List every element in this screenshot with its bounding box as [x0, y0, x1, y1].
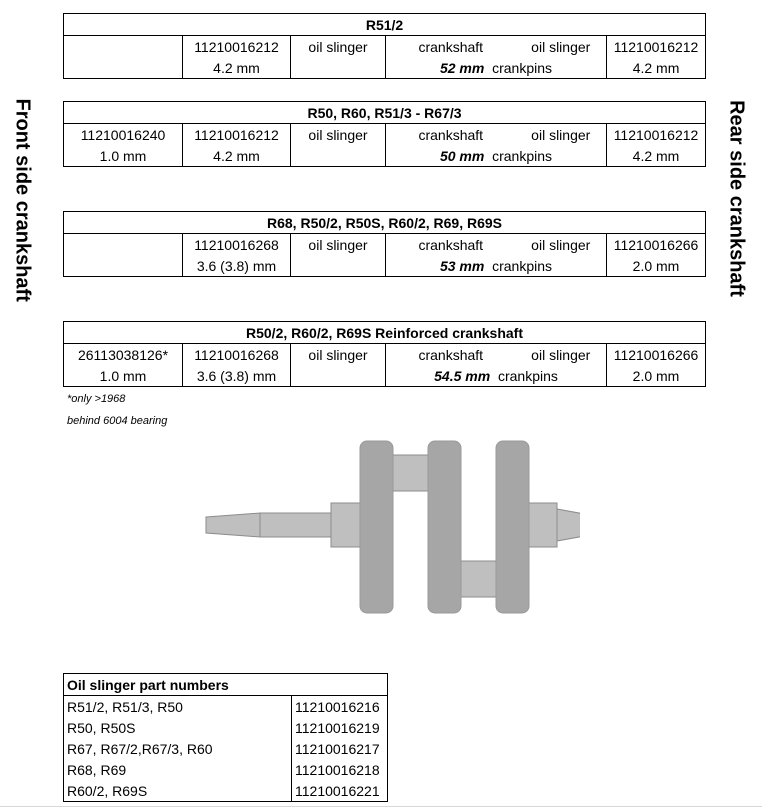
rear-taper [557, 509, 580, 541]
oil-slinger-models: R67, R67/2,R67/3, R60 [64, 738, 292, 759]
crankpin-spec [386, 255, 607, 277]
oil-slinger-label: oil slinger [516, 124, 607, 146]
spacer-part-number: 11210016212 [183, 36, 291, 58]
oil-slinger-part-number: 11210016217 [292, 738, 388, 759]
rear-thickness: 2.0 mm [607, 365, 706, 387]
rear-part-number: 11210016266 [607, 344, 706, 366]
front-part-number [64, 234, 183, 256]
oil-slinger-label: oil slinger [291, 344, 386, 366]
oil-slinger-part-number: 11210016221 [292, 780, 388, 802]
crankpins-label: crankpins [492, 257, 553, 274]
oil-slinger-label: oil slinger [516, 344, 607, 366]
front-thickness: 1.0 mm [64, 365, 183, 387]
crankpin-spec [386, 57, 607, 79]
lower-crankpin [459, 561, 497, 597]
crankpins-label: crankpins [497, 367, 558, 384]
crankpin-spec [386, 145, 607, 167]
oil-slinger-table [63, 673, 388, 802]
front-shaft [260, 513, 332, 537]
crankshaft-illustration [206, 441, 580, 613]
crankpin-length: 53 mm [439, 257, 485, 274]
oil-slinger-models: R50, R50S [64, 717, 292, 738]
rear-part-number: 11210016212 [607, 36, 706, 58]
crankpin-length: 52 mm [439, 59, 485, 76]
config-table [63, 211, 706, 277]
oil-slinger-label: oil slinger [291, 234, 386, 256]
oil-slinger-label: oil slinger [291, 124, 386, 146]
empty-cell [291, 365, 386, 387]
empty-cell [291, 57, 386, 79]
rear-thickness: 4.2 mm [607, 145, 706, 167]
rear-side-label: Rear side crankshaft [725, 100, 748, 297]
rear-thickness: 2.0 mm [607, 255, 706, 277]
rear-part-number: 11210016212 [607, 124, 706, 146]
spacer-thickness: 3.6 (3.8) mm [183, 255, 291, 277]
crankpin-length: 50 mm [439, 147, 485, 164]
front-part-number [64, 36, 183, 58]
front-thickness: 1.0 mm [64, 145, 183, 167]
front-thickness [64, 255, 183, 277]
bottom-rule [0, 806, 762, 807]
upper-crankpin [392, 455, 430, 491]
oil-slinger-table-header: Oil slinger part numbers [64, 674, 388, 696]
config-title: R68, R50/2, R50S, R60/2, R69, R69S [64, 212, 706, 234]
front-taper [206, 513, 260, 537]
crankshaft-label: crankshaft [386, 234, 516, 256]
config-title: R50, R60, R51/3 - R67/3 [64, 102, 706, 124]
footnote-bearing: behind 6004 bearing [67, 415, 168, 427]
crankpins-label: crankpins [492, 59, 553, 76]
oil-slinger-part-number: 11210016216 [292, 696, 388, 718]
front-part-number: 11210016240 [64, 124, 183, 146]
oil-slinger-label: oil slinger [516, 36, 607, 58]
oil-slinger-part-number: 11210016218 [292, 759, 388, 780]
oil-slinger-models: R60/2, R69S [64, 780, 292, 802]
rear-part-number: 11210016266 [607, 234, 706, 256]
front-side-label: Front side crankshaft [11, 98, 34, 302]
empty-cell [291, 255, 386, 277]
front-journal [331, 503, 361, 547]
front-part-number: 26113038126* [64, 344, 183, 366]
spacer-thickness: 3.6 (3.8) mm [183, 365, 291, 387]
config-title: R50/2, R60/2, R69S Reinforced crankshaft [64, 322, 706, 344]
rear-journal [527, 503, 557, 547]
crankshaft-diagram [200, 435, 580, 617]
spacer-part-number: 11210016268 [183, 344, 291, 366]
config-table [63, 101, 706, 167]
footnote-only-1968: *only >1968 [67, 393, 126, 405]
spacer-thickness: 4.2 mm [183, 57, 291, 79]
crank-web [360, 441, 393, 613]
crank-web [428, 441, 461, 613]
oil-slinger-label: oil slinger [291, 36, 386, 58]
crankpin-length: 54.5 mm [434, 367, 491, 384]
crankpin-spec [386, 365, 607, 387]
crankshaft-label: crankshaft [386, 124, 516, 146]
config-title: R51/2 [64, 14, 706, 36]
config-table [63, 321, 706, 387]
front-thickness [64, 57, 183, 79]
spacer-part-number: 11210016212 [183, 124, 291, 146]
oil-slinger-models: R68, R69 [64, 759, 292, 780]
crank-web [496, 441, 529, 613]
oil-slinger-part-number: 11210016219 [292, 717, 388, 738]
config-table [63, 13, 706, 79]
crankshaft-label: crankshaft [386, 344, 516, 366]
crankpins-label: crankpins [492, 147, 553, 164]
rear-thickness: 4.2 mm [607, 57, 706, 79]
empty-cell [291, 145, 386, 167]
spacer-thickness: 4.2 mm [183, 145, 291, 167]
crankshaft-label: crankshaft [386, 36, 516, 58]
oil-slinger-models: R51/2, R51/3, R50 [64, 696, 292, 718]
spacer-part-number: 11210016268 [183, 234, 291, 256]
oil-slinger-label: oil slinger [516, 234, 607, 256]
